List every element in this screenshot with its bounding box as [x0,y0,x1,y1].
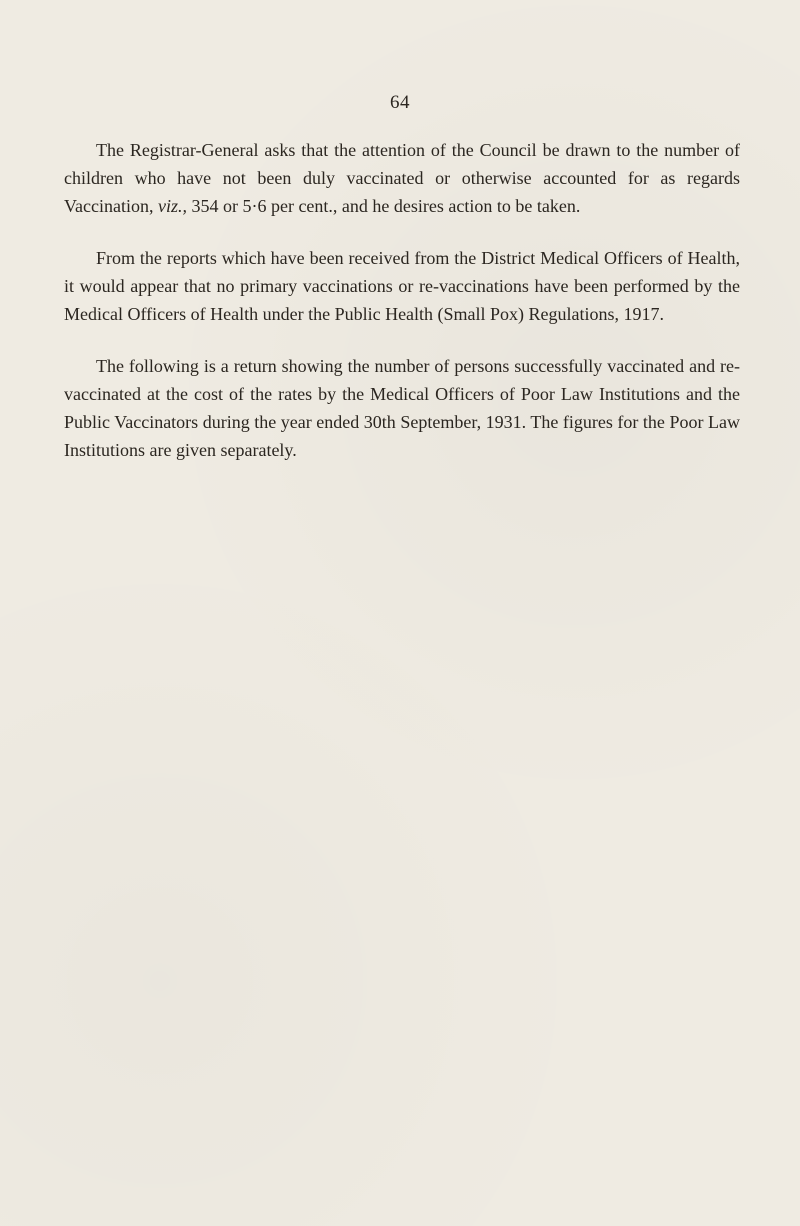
body-text [64,136,740,464]
paragraph-return-summary: The following is a return showing the number of persons successfully vaccinated and re-vaccinated at the cost of the rates by the Medical Officers of Poor Law Institutions and the Public Vaccinators during the year ended 30th September, 1931. The figures for the Poor Law Institutions are given separately. [64,356,740,460]
page-number: 64 [390,92,410,113]
paragraph-text: The Registrar-General asks that the attention of the Council be drawn to the number of children who have not been duly vaccinated or otherwise accounted for as regards Vaccination, [64,140,740,216]
paragraph-medical-officers: From the reports which have been received from the District Medical Officers of Health, it would appear that no primary vaccinations or re-vaccinations have been performed by the Medical Officers of Health under the Public Health (Small Pox) Regulations, 1917. [64,248,740,324]
paragraph-text: 354 or 5·6 per cent., and he desires action to be taken. [186,196,581,216]
italic-abbreviation: viz., [157,196,187,216]
paragraph-vaccination-default [64,136,740,220]
